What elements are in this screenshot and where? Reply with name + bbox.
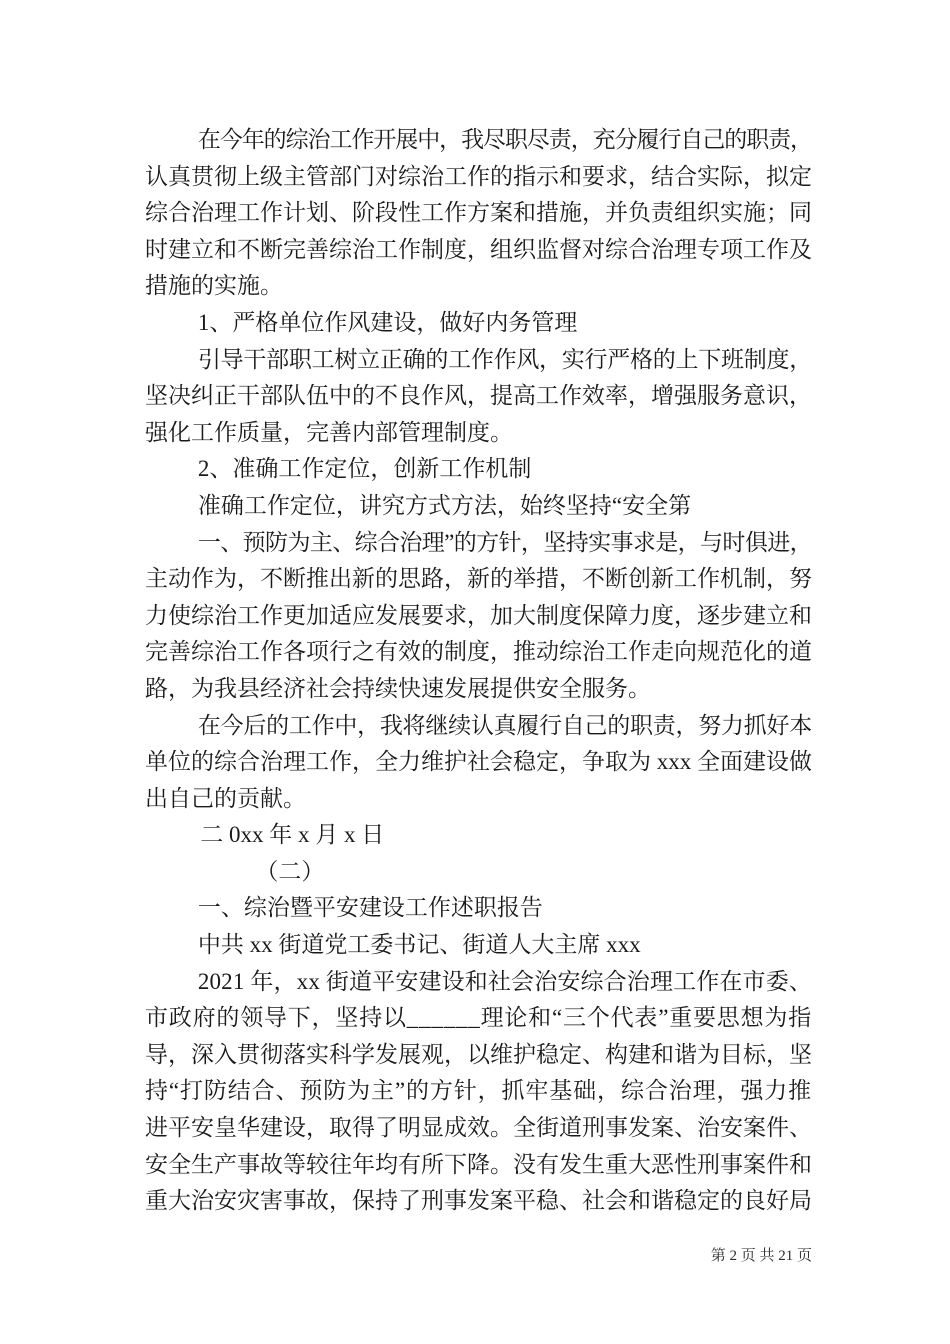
text-run: （二） bbox=[255, 858, 325, 884]
text-run: 一、预防为主、综合治理”的方针，坚持实事求是，与时俱进， bbox=[197, 529, 812, 555]
text-run: 路，为我县经济社会持续快速发展提供安全服务。 bbox=[145, 675, 651, 701]
text-run: 出自己的贡献。 bbox=[145, 785, 306, 811]
text-run: 1、严格单位作风建设，做好内务管理 bbox=[197, 309, 578, 335]
text-run: 引导干部职工树立正确的工作作风，实行严格的上下班制度， bbox=[197, 346, 812, 372]
document-text-line bbox=[145, 342, 812, 379]
document-text-line bbox=[145, 415, 812, 452]
document-text-line bbox=[145, 305, 812, 342]
text-run: 二 0xx 年 x 月 x 日 bbox=[200, 822, 385, 848]
document-text-line bbox=[145, 708, 812, 745]
document-text-line bbox=[145, 598, 812, 635]
text-run: 主动作为，不断推出新的思路，新的举措，不断创新工作机制，努 bbox=[145, 566, 812, 592]
document-text-line bbox=[145, 854, 812, 891]
document-text-line bbox=[145, 1147, 812, 1184]
document-text-line bbox=[145, 634, 812, 671]
document-text-line bbox=[145, 1000, 812, 1037]
text-run: 综合治理工作计划、阶段性工作方案和措施，并负责组织实施；同 bbox=[145, 200, 812, 226]
document-text-line bbox=[145, 378, 812, 415]
text-run: 安全生产事故等较往年均有所下降。没有发生重大恶性刑事案件和 bbox=[145, 1151, 812, 1177]
document-text-line bbox=[145, 744, 812, 781]
document-text-line bbox=[145, 1183, 812, 1220]
text-run: 2、准确工作定位，创新工作机制 bbox=[197, 456, 532, 482]
text-run: 重大治安灾害事故，保持了刑事发案平稳、社会和谐稳定的良好局 bbox=[145, 1188, 812, 1214]
text-run: 措施的实施。 bbox=[145, 273, 283, 299]
document-text-line bbox=[145, 561, 812, 598]
document-text-line bbox=[145, 232, 812, 269]
document-text-line bbox=[145, 817, 812, 854]
page-number-footer: 第 2 页 共 21 页 bbox=[710, 1248, 812, 1264]
document-text-line bbox=[145, 122, 812, 159]
text-run: 市政府的领导下，坚持以______理论和“三个代表”重要思想为指 bbox=[145, 1005, 812, 1031]
document-text-line bbox=[145, 781, 812, 818]
text-run: 力使综治工作更加适应发展要求，加大制度保障力度，逐步建立和 bbox=[145, 602, 812, 628]
text-run: 一、综治暨平安建设工作述职报告 bbox=[197, 895, 543, 921]
document-text-line bbox=[145, 890, 812, 927]
text-run: 坚决纠正干部队伍中的不良作风，提高工作效率，增强服务意识， bbox=[145, 383, 812, 409]
text-run: 认真贯彻上级主管部门对综治工作的指示和要求，结合实际，拟定 bbox=[145, 163, 812, 189]
text-run: 2021 年，xx 街道平安建设和社会治安综合治理工作在市委、 bbox=[197, 968, 812, 994]
text-run: 完善综治工作各项行之有效的制度，推动综治工作走向规范化的道 bbox=[145, 639, 812, 665]
text-run: 持“打防结合、预防为主”的方针，抓牢基础，综合治理，强力推 bbox=[145, 1078, 812, 1104]
document-text-line bbox=[145, 195, 812, 232]
text-run: 进平安皇华建设，取得了明显成效。全街道刑事发案、治安案件、 bbox=[145, 1115, 812, 1141]
document-text-line bbox=[145, 1110, 812, 1147]
document-text-line bbox=[145, 964, 812, 1001]
document-body bbox=[145, 122, 812, 1220]
text-run: 在今年的综治工作开展中，我尽职尽责，充分履行自己的职责， bbox=[197, 127, 812, 152]
text-run: 在今后的工作中，我将继续认真履行自己的职责，努力抓好本 bbox=[197, 712, 812, 738]
text-run: 单位的综合治理工作，全力维护社会稳定，争取为 xxx 全面建设做 bbox=[145, 749, 812, 775]
document-text-line bbox=[145, 1037, 812, 1074]
document-text-line bbox=[145, 488, 812, 525]
document-text-line bbox=[145, 671, 812, 708]
document-text-line bbox=[145, 451, 812, 488]
text-run: 准确工作定位，讲究方式方法，始终坚持“安全第 bbox=[197, 492, 692, 518]
document-text-line bbox=[145, 1073, 812, 1110]
text-run: 强化工作质量，完善内部管理制度。 bbox=[145, 419, 513, 445]
document-text-line bbox=[145, 927, 812, 964]
text-run: 时建立和不断完善综治工作制度，组织监督对综合治理专项工作及 bbox=[145, 236, 812, 262]
text-run: 导，深入贯彻落实科学发展观，以维护稳定、构建和谐为目标，坚 bbox=[145, 1041, 812, 1067]
document-text-line bbox=[145, 525, 812, 562]
document-text-line bbox=[145, 268, 812, 305]
text-run: 中共 xx 街道党工委书记、街道人大主席 xxx bbox=[197, 932, 641, 958]
document-text-line bbox=[145, 159, 812, 196]
